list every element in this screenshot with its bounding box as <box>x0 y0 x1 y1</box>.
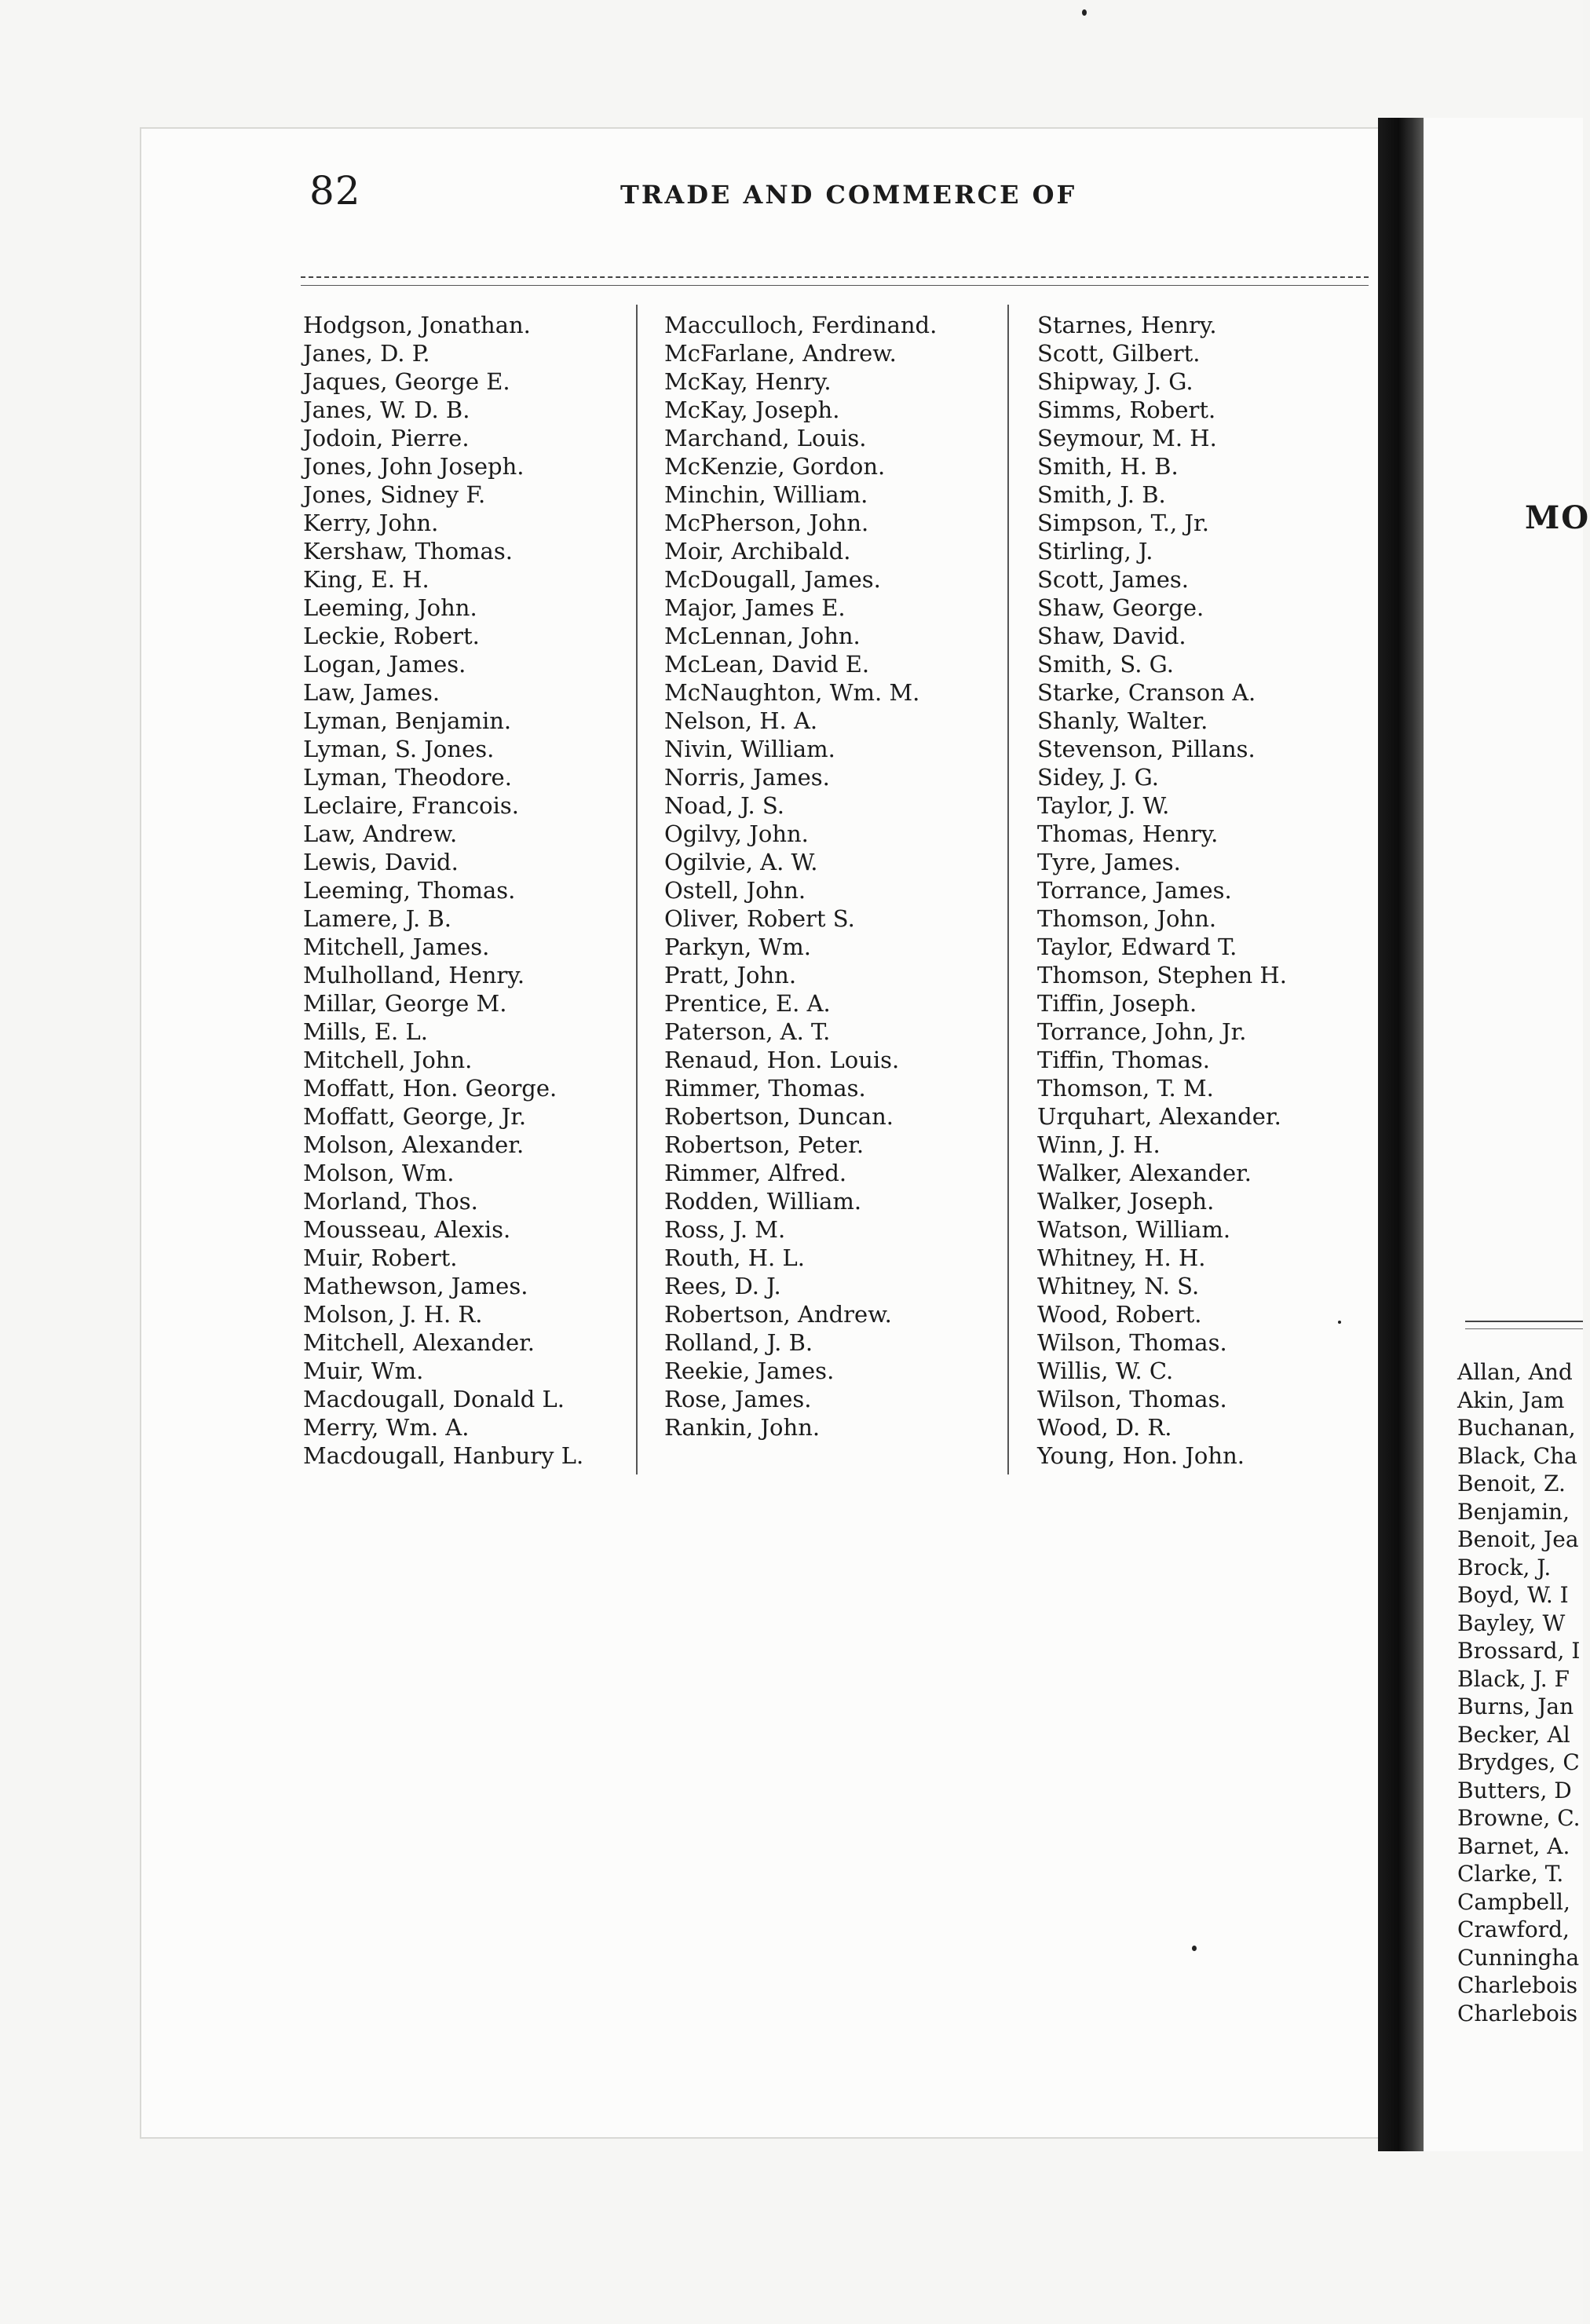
name-entry: McDougall, James. <box>664 566 881 593</box>
name-column-1 <box>303 311 583 1470</box>
name-entry: Rose, James. <box>664 1386 812 1412</box>
name-entry: Nelson, H. A. <box>664 707 818 734</box>
name-entry: Mills, E. L. <box>303 1018 428 1045</box>
name-entry: Tyre, James. <box>1037 849 1181 875</box>
name-entry: Wilson, Thomas. <box>1037 1386 1227 1412</box>
name-entry: Black, J. F <box>1457 1665 1570 1692</box>
name-entry: Charlebois <box>1457 2000 1578 2026</box>
name-entry: Routh, H. L. <box>664 1244 805 1271</box>
name-entry: Burns, Jan <box>1457 1694 1574 1719</box>
name-entry: McLennan, John. <box>664 623 861 649</box>
name-entry: Ostell, John. <box>664 877 806 904</box>
name-entry: Benjamin, <box>1457 1498 1570 1525</box>
name-entry: Bayley, W <box>1457 1610 1566 1636</box>
name-entry: Stevenson, Pillans. <box>1037 736 1256 762</box>
name-entry: King, E. H. <box>303 566 429 593</box>
name-entry: Sidey, J. G. <box>1037 764 1159 791</box>
name-entry: Torrance, John, Jr. <box>1037 1018 1247 1045</box>
name-entry: Shaw, David. <box>1037 623 1186 649</box>
name-entry: Leeming, Thomas. <box>303 877 516 904</box>
name-entry: Allan, And <box>1457 1359 1573 1385</box>
name-entry: Benoit, Jea <box>1457 1526 1579 1552</box>
name-entry: Starnes, Henry. <box>1037 312 1217 338</box>
name-entry: Thomson, John. <box>1037 905 1217 932</box>
name-entry: Kerry, John. <box>303 510 439 536</box>
name-entry: Reekie, James. <box>664 1357 835 1384</box>
name-entry: Mitchell, James. <box>303 934 490 960</box>
name-entry: Moir, Archibald. <box>664 538 851 565</box>
name-entry: Molson, Alexander. <box>303 1131 525 1158</box>
name-entry: Muir, Robert. <box>303 1244 458 1271</box>
name-entry: Leckie, Robert. <box>303 623 480 649</box>
column-divider-1 <box>636 305 638 1474</box>
name-entry: Moffatt, George, Jr. <box>303 1103 527 1130</box>
facing-page-rule-1 <box>1465 1321 1583 1322</box>
name-entry: Shanly, Walter. <box>1037 707 1208 734</box>
name-entry: Jones, Sidney F. <box>303 481 486 508</box>
name-entry: Janes, D. P. <box>303 340 430 367</box>
name-column-2 <box>664 311 937 1442</box>
scan-speck <box>1082 9 1087 16</box>
name-entry: Ogilvy, John. <box>664 820 809 847</box>
scan-speck <box>1192 1946 1197 1951</box>
name-entry: Rimmer, Thomas. <box>664 1075 866 1102</box>
name-entry: Major, James E. <box>664 594 846 621</box>
name-entry: McLean, David E. <box>664 651 870 678</box>
name-entry: Macculloch, Ferdinand. <box>664 312 938 338</box>
header-rule-solid <box>301 285 1369 286</box>
name-entry: Tiffin, Joseph. <box>1037 990 1197 1017</box>
name-entry: Leclaire, Francois. <box>303 792 519 819</box>
column-divider-2 <box>1007 305 1009 1474</box>
name-entry: Brydges, C <box>1457 1749 1580 1775</box>
name-entry: Norris, James. <box>664 764 830 791</box>
name-entry: Seymour, M. H. <box>1037 425 1217 451</box>
name-entry: Hodgson, Jonathan. <box>303 312 531 338</box>
name-entry: Minchin, William. <box>664 481 868 508</box>
name-entry: Simms, Robert. <box>1037 396 1216 423</box>
name-entry: Rees, D. J. <box>664 1273 781 1299</box>
name-entry: Robertson, Duncan. <box>664 1103 894 1130</box>
name-entry: Rolland, J. B. <box>664 1329 813 1356</box>
name-entry: McNaughton, Wm. M. <box>664 679 920 706</box>
name-entry: Winn, J. H. <box>1037 1131 1161 1158</box>
name-entry: Brossard, I <box>1457 1638 1581 1664</box>
name-entry: Boyd, W. I <box>1457 1582 1569 1608</box>
name-entry: Molson, J. H. R. <box>303 1301 483 1328</box>
name-entry: Becker, Al <box>1457 1721 1570 1748</box>
name-entry: Law, Andrew. <box>303 820 458 847</box>
name-entry: Molson, Wm. <box>303 1160 455 1186</box>
name-entry: Whitney, H. H. <box>1037 1244 1206 1271</box>
name-entry: Watson, William. <box>1037 1216 1231 1243</box>
name-entry: Mathewson, James. <box>303 1273 528 1299</box>
name-entry: Barnet, A. <box>1457 1833 1570 1859</box>
name-entry: Black, Cha <box>1457 1442 1577 1469</box>
name-entry: Robertson, Andrew. <box>664 1301 892 1328</box>
book-spine <box>1378 118 1424 2151</box>
name-entry: Shaw, George. <box>1037 594 1204 621</box>
name-entry: Rimmer, Alfred. <box>664 1160 847 1186</box>
name-entry: Clarke, T. <box>1457 1861 1564 1887</box>
name-entry: Muir, Wm. <box>303 1357 424 1384</box>
name-entry: Mousseau, Alexis. <box>303 1216 511 1243</box>
name-entry: Young, Hon. John. <box>1037 1442 1245 1469</box>
name-entry: Mitchell, John. <box>303 1047 473 1073</box>
name-entry: Taylor, Edward T. <box>1037 934 1237 960</box>
name-entry: Lyman, S. Jones. <box>303 736 495 762</box>
header-rule-dashed <box>301 276 1369 278</box>
name-entry: Law, James. <box>303 679 440 706</box>
name-entry: Torrance, James. <box>1037 877 1232 904</box>
name-entry: Mulholland, Henry. <box>303 962 525 988</box>
name-entry: Thomas, Henry. <box>1037 820 1219 847</box>
name-entry: Wilson, Thomas. <box>1037 1329 1227 1356</box>
name-entry: Paterson, A. T. <box>664 1018 831 1045</box>
name-entry: Rankin, John. <box>664 1414 821 1441</box>
name-entry: Mitchell, Alexander. <box>303 1329 535 1356</box>
name-entry: Smith, H. B. <box>1037 453 1179 480</box>
name-entry: Moffatt, Hon. George. <box>303 1075 557 1102</box>
name-entry: Jaques, George E. <box>303 368 510 395</box>
name-entry: Buchanan, <box>1457 1415 1576 1441</box>
name-entry: McFarlane, Andrew. <box>664 340 897 367</box>
name-entry: Nivin, William. <box>664 736 835 762</box>
name-entry: McKay, Joseph. <box>664 396 840 423</box>
name-entry: Lewis, David. <box>303 849 459 875</box>
name-entry: Renaud, Hon. Louis. <box>664 1047 900 1073</box>
running-head: TRADE AND COMMERCE OF <box>620 180 1077 210</box>
name-entry: Smith, J. B. <box>1037 481 1166 508</box>
name-entry: Akin, Jam <box>1457 1387 1565 1413</box>
name-entry: Browne, C. <box>1457 1805 1581 1831</box>
name-entry: Smith, S. G. <box>1037 651 1175 678</box>
name-entry: Merry, Wm. A. <box>303 1414 470 1441</box>
name-entry: Simpson, T., Jr. <box>1037 510 1209 536</box>
name-entry: Wood, D. R. <box>1037 1414 1172 1441</box>
name-entry: Scott, Gilbert. <box>1037 340 1201 367</box>
name-entry: Ogilvie, A. W. <box>664 849 818 875</box>
name-entry: Walker, Alexander. <box>1037 1160 1252 1186</box>
name-entry: Charlebois <box>1457 1972 1578 1998</box>
scan-speck <box>1338 1321 1341 1324</box>
name-entry: Oliver, Robert S. <box>664 905 855 932</box>
name-entry: Parkyn, Wm. <box>664 934 811 960</box>
name-column-3 <box>1037 311 1287 1470</box>
name-entry: Cunningha <box>1457 1944 1580 1971</box>
name-entry: Whitney, N. S. <box>1037 1273 1200 1299</box>
name-entry: Janes, W. D. B. <box>303 396 470 423</box>
name-entry: Kershaw, Thomas. <box>303 538 513 565</box>
facing-page-name-list <box>1457 1358 1583 2027</box>
name-entry: Taylor, J. W. <box>1037 792 1170 819</box>
name-entry: Willis, W. C. <box>1037 1357 1174 1384</box>
name-entry: Millar, George M. <box>303 990 507 1017</box>
name-entry: Wood, Robert. <box>1037 1301 1202 1328</box>
facing-page-rule-2 <box>1465 1328 1583 1329</box>
name-entry: Thomson, T. M. <box>1037 1075 1214 1102</box>
name-entry: Thomson, Stephen H. <box>1037 962 1287 988</box>
name-entry: Macdougall, Hanbury L. <box>303 1442 584 1469</box>
name-entry: Logan, James. <box>303 651 466 678</box>
facing-page-title: MO <box>1525 499 1590 536</box>
name-entry: Leeming, John. <box>303 594 477 621</box>
name-entry: Stirling, J. <box>1037 538 1153 565</box>
name-entry: Ross, J. M. <box>664 1216 786 1243</box>
name-entry: Walker, Joseph. <box>1037 1188 1215 1215</box>
name-entry: Lamere, J. B. <box>303 905 452 932</box>
name-entry: Brock, J. <box>1457 1554 1552 1580</box>
name-entry: Benoit, Z. <box>1457 1471 1566 1496</box>
name-entry: McKay, Henry. <box>664 368 832 395</box>
name-entry: Prentice, E. A. <box>664 990 831 1017</box>
name-entry: Shipway, J. G. <box>1037 368 1193 395</box>
name-entry: Tiffin, Thomas. <box>1037 1047 1210 1073</box>
name-entry: McKenzie, Gordon. <box>664 453 886 480</box>
name-entry: Butters, D <box>1457 1777 1572 1803</box>
name-entry: Noad, J. S. <box>664 792 784 819</box>
name-entry: Jodoin, Pierre. <box>303 425 470 451</box>
name-entry: Macdougall, Donald L. <box>303 1386 565 1412</box>
name-entry: Robertson, Peter. <box>664 1131 864 1158</box>
name-entry: Pratt, John. <box>664 962 797 988</box>
name-entry: Jones, John Joseph. <box>303 453 525 480</box>
name-entry: Rodden, William. <box>664 1188 862 1215</box>
name-entry: Urquhart, Alexander. <box>1037 1103 1281 1130</box>
name-entry: Morland, Thos. <box>303 1188 478 1215</box>
name-entry: McPherson, John. <box>664 510 869 536</box>
name-entry: Starke, Cranson A. <box>1037 679 1256 706</box>
page-number: 82 <box>309 168 361 214</box>
name-entry: Campbell, <box>1457 1888 1570 1915</box>
name-entry: Crawford, <box>1457 1917 1570 1942</box>
name-entry: Scott, James. <box>1037 566 1189 593</box>
name-entry: Lyman, Theodore. <box>303 764 512 791</box>
name-entry: Marchand, Louis. <box>664 425 867 451</box>
name-entry: Lyman, Benjamin. <box>303 707 512 734</box>
